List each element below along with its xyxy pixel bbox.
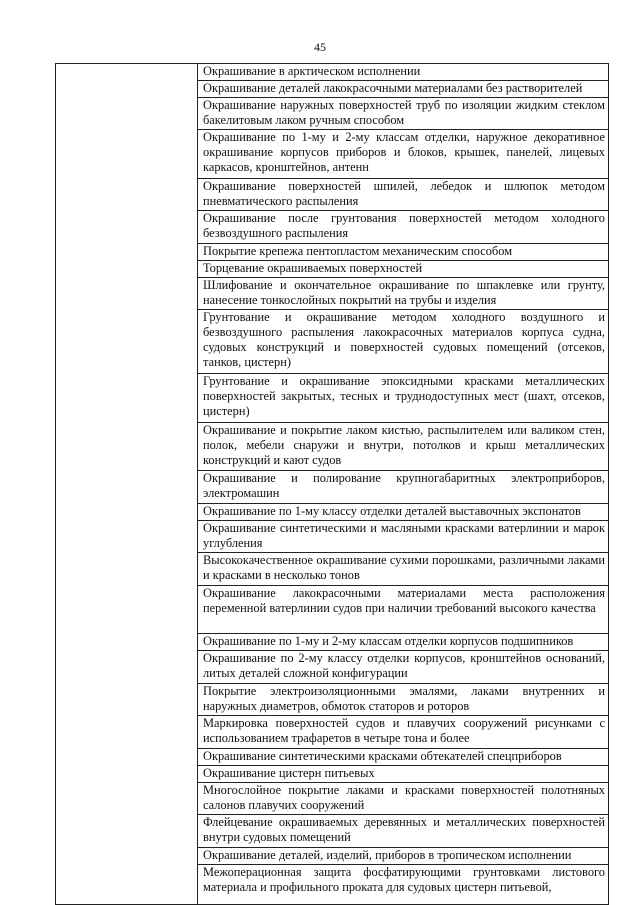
operation-cell: Окрашивание и покрытие лаком кистью, распылителем или валиком стен, полок, мебели снаружи и внутри, потолков и крыш металлических конструкций и кают судов <box>198 422 609 470</box>
operation-cell: Окрашивание синтетическими и масляными красками ватерлинии и марок углубления <box>198 520 609 553</box>
operation-cell: Окрашивание по 2-му классу отделки корпусов, кронштейнов оснований, литых деталей сложной конфигурации <box>198 651 609 684</box>
page-number: 45 <box>314 40 326 54</box>
operation-cell: Окрашивание деталей лакокрасочными материалами без растворителей <box>198 80 609 97</box>
operation-cell: Окрашивание цистерн питьевых <box>198 765 609 782</box>
operation-cell: Флейцевание окрашиваемых деревянных и металлических поверхностей внутри судовых помещений <box>198 815 609 848</box>
operation-cell: Шлифование и окончательное окрашивание по шпаклевке или грунту, нанесение тонкослойных покрытий на трубы и изделия <box>198 277 609 310</box>
operation-cell: Окрашивание лакокрасочными материалами места расположения переменной ватерлинии судов при наличии требований высокого качества <box>198 585 609 633</box>
operation-cell: Окрашивание синтетическими красками обтекателей спецприборов <box>198 749 609 766</box>
operation-cell: Окрашивание деталей, изделий, приборов в тропическом исполнении <box>198 847 609 864</box>
operation-cell: Маркировка поверхностей судов и плавучих сооружений рисунками с использованием трафаретов в четыре тона и более <box>198 716 609 749</box>
operation-cell: Межоперационная защита фосфатирующими грунтовками листового материала и профильного проката для судовых цистерн питьевой, <box>198 864 609 904</box>
operation-cell: Грунтование и окрашивание эпоксидными красками металлических поверхностей закрытых, тесных и труднодоступных мест (шахт, отсеков, цистерн) <box>198 374 609 422</box>
operation-cell: Грунтование и окрашивание методом холодного воздушного и безвоздушного распыления лакокрасочных материалов корпуса судна, судовых конструкций и поверхностей судовых помещений (отсеков, танков, цистерн) <box>198 310 609 374</box>
operation-cell: Окрашивание по 1-му и 2-му классам отделки, наружное декоративное окрашивание корпусов приборов и блоков, крышек, панелей, лицевых каркасов, кронштейнов, антенн <box>198 130 609 178</box>
operation-cell: Торцевание окрашиваемых поверхностей <box>198 260 609 277</box>
operation-cell: Окрашивание наружных поверхностей труб по изоляции жидким стеклом бакелитовым лаком ручным способом <box>198 97 609 130</box>
operation-cell: Окрашивание и полирование крупногабаритных электроприборов, электромашин <box>198 471 609 504</box>
operation-cell: Покрытие электроизоляционными эмалями, лаками внутренних и наружных диаметров, обмоток статоров и роторов <box>198 683 609 716</box>
operations-table <box>55 63 609 905</box>
operations-table-body <box>56 64 609 905</box>
operation-cell: Окрашивание после грунтования поверхностей методом холодного безвоздушного распыления <box>198 211 609 244</box>
operation-cell: Покрытие крепежа пентопластом механическим способом <box>198 243 609 260</box>
operation-cell: Окрашивание по 1-му и 2-му классам отделки корпусов подшипников <box>198 634 609 651</box>
table-row <box>56 64 609 81</box>
operation-cell: Окрашивание в арктическом исполнении <box>198 64 609 81</box>
operation-cell: Окрашивание поверхностей шпилей, лебедок и шлюпок методом пневматического распыления <box>198 178 609 211</box>
operation-cell: Многослойное покрытие лаками и красками поверхностей полотняных салонов плавучих сооружений <box>198 782 609 815</box>
left-column-cell <box>56 64 198 905</box>
operation-cell: Высококачественное окрашивание сухими порошками, различными лаками и красками в несколько тонов <box>198 553 609 586</box>
operation-cell: Окрашивание по 1-му классу отделки деталей выставочных экспонатов <box>198 503 609 520</box>
